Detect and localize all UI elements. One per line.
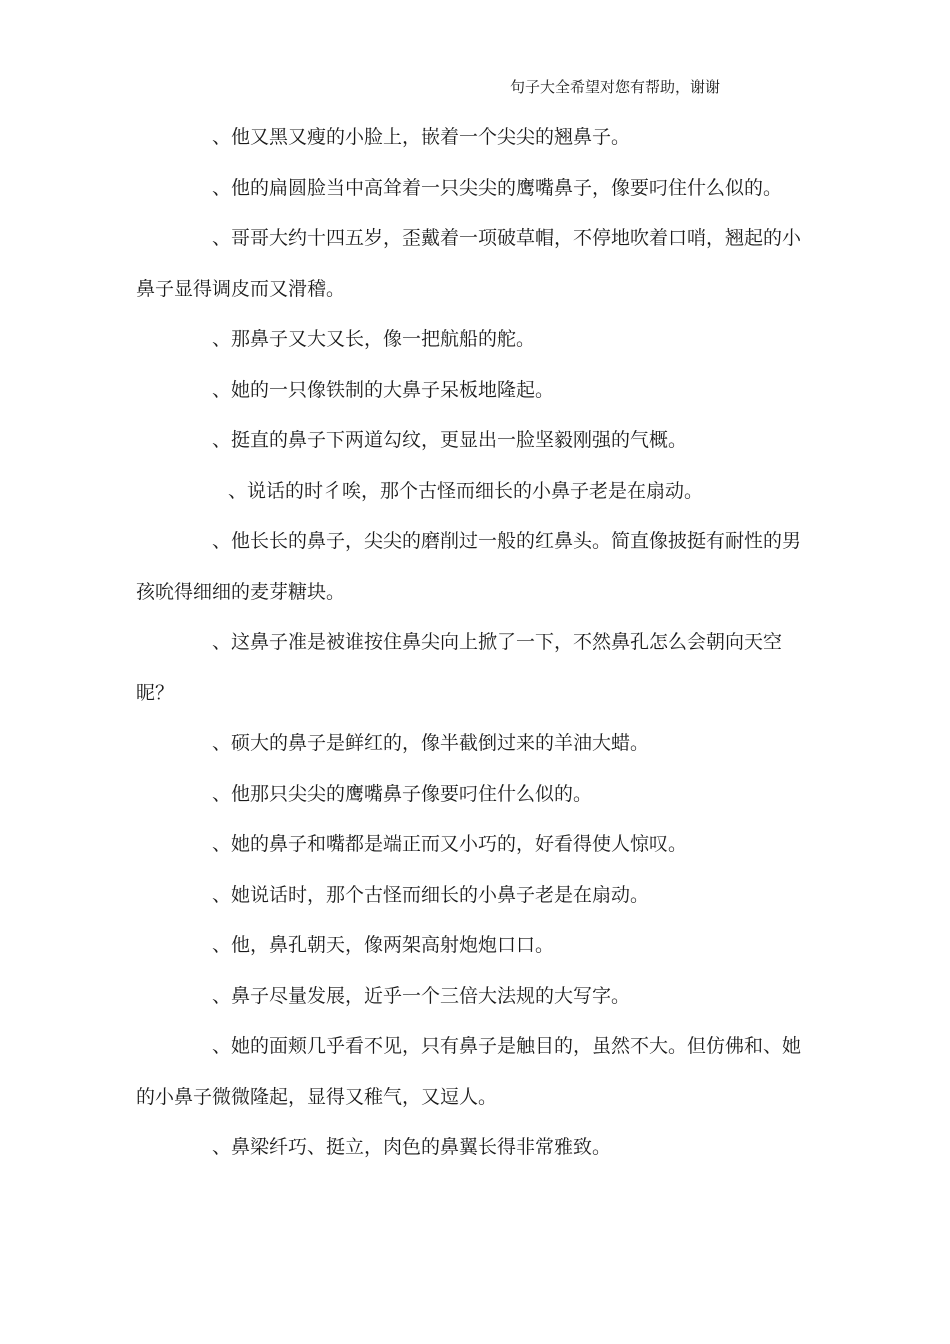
paragraph: 、挺直的鼻子下两道勾纹，更显出一脸坚毅刚强的气概。 bbox=[212, 429, 688, 451]
paragraph: 、她的一只像铁制的大鼻子呆板地隆起。 bbox=[212, 378, 555, 401]
paragraph: 、她说话时，那个古怪而细长的小鼻子老是在扇动。 bbox=[212, 883, 650, 906]
page-header: 句子大全希望对您有帮助，谢谢 bbox=[510, 78, 721, 96]
paragraph: 、鼻梁纤巧、挺立，肉色的鼻翼长得非常雅致。 bbox=[212, 1136, 612, 1158]
paragraph: 、他的扁圆脸当中高耸着一只尖尖的鹰嘴鼻子，像要叼住什么似的。 bbox=[212, 176, 783, 199]
paragraph: 、鼻子尽量发展，近乎一个三倍大法规的大写字。 bbox=[212, 984, 631, 1007]
paragraph: 、她的鼻子和嘴都是端正而又小巧的，好看得使人惊叹。 bbox=[212, 833, 688, 855]
paragraph: 、哥哥大约十四五岁，歪戴着一项破草帽，不停地吹着口哨，翘起的小鼻子显得调皮而又滑稽。 bbox=[136, 227, 802, 300]
paragraph: 、他长长的鼻子，尖尖的磨削过一般的红鼻头。简直像披挺有耐性的男孩吮得细细的麦芽糖块。 bbox=[136, 530, 802, 603]
paragraph: 、说话的时彳唉，那个古怪而细长的小鼻子老是在扇动。 bbox=[228, 479, 704, 502]
paragraph: 、他那只尖尖的鹰嘴鼻子像要叼住什么似的。 bbox=[212, 782, 593, 805]
paragraph: 、他又黑又瘦的小脸上，嵌着一个尖尖的翘鼻子。 bbox=[212, 126, 631, 148]
document-body bbox=[136, 112, 816, 1173]
paragraph: 、她的面颊几乎看不见，只有鼻子是触目的，虽然不大。但仿佛和、她的小鼻子微微隆起，显得又稚气，又逗人。 bbox=[136, 1035, 802, 1108]
paragraph: 、硕大的鼻子是鲜红的，像半截倒过来的羊油大蜡。 bbox=[212, 732, 650, 754]
paragraph: 、这鼻子准是被谁按住鼻尖向上掀了一下，不然鼻孔怎么会朝向天空昵？ bbox=[136, 631, 783, 704]
paragraph: 、那鼻子又大又长，像一把航船的舵。 bbox=[212, 328, 536, 350]
paragraph: 、他，鼻孔朝天，像两架高射炮炮口口。 bbox=[212, 934, 555, 956]
